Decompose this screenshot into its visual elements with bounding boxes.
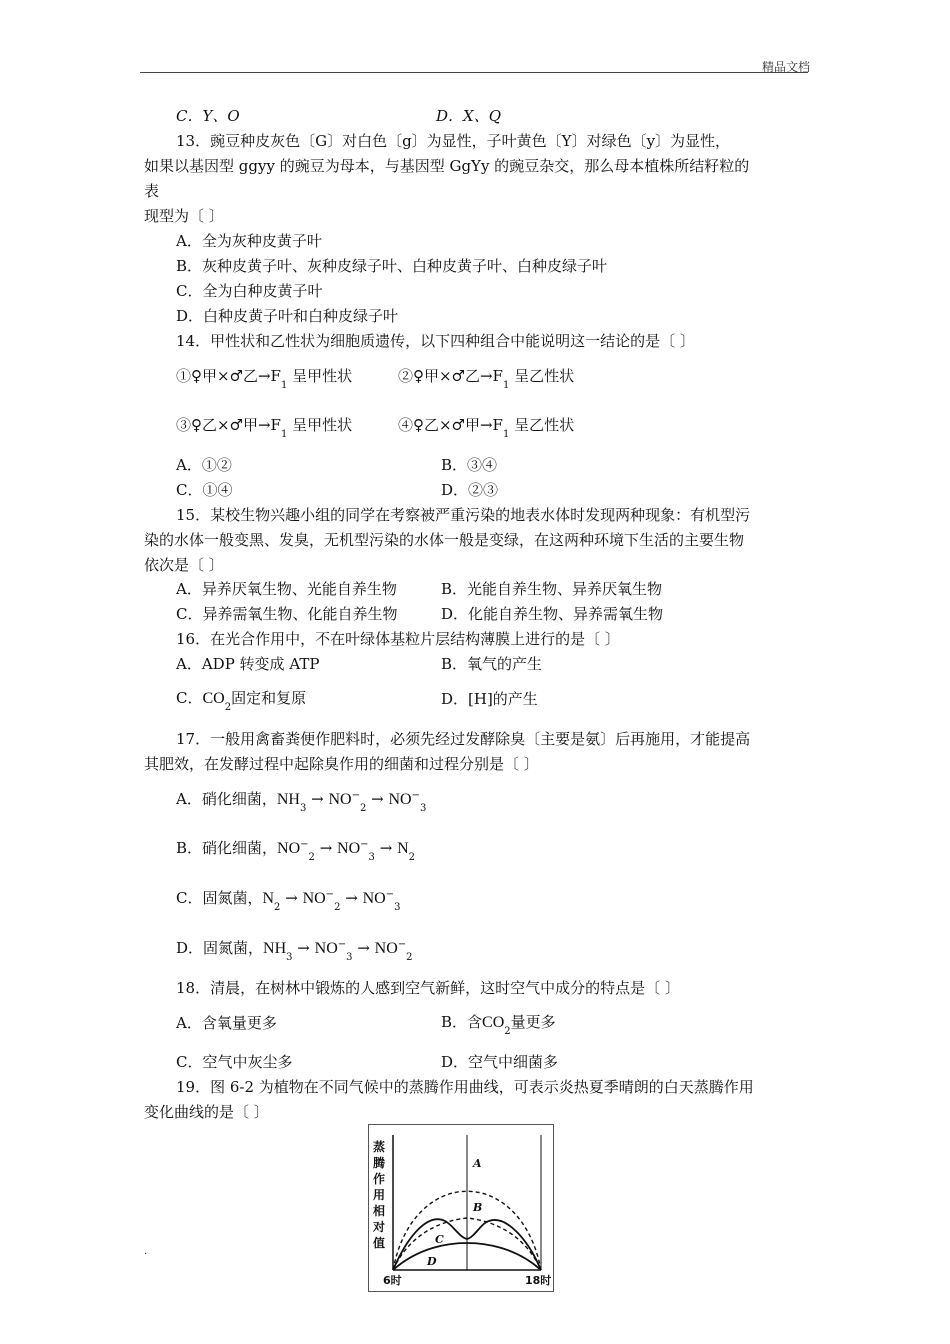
q14-combo-1-sub: 1 — [280, 380, 288, 391]
q16-option-a: A．ADP 转变成 ATP — [176, 655, 320, 673]
n-formula: N — [262, 890, 275, 907]
q15-option-c: C．异养需氧生物、化能自养生物 — [176, 605, 398, 623]
arrow: → — [285, 889, 298, 907]
q18-option-d: D．空气中细菌多 — [441, 1053, 559, 1071]
q14-combo-2-result: 呈乙性状 — [514, 367, 575, 385]
q14-combo-3-result: 呈甲性状 — [292, 416, 353, 434]
q13-stem-line4: 现型为〔 〕 — [144, 207, 224, 225]
q19-stem-line1: 19．图 6-2 为植物在不同气候中的蒸腾作用曲线，可表示炎热夏季晴朗的白天蒸腾作用 — [176, 1078, 754, 1096]
curve-label-a: A — [473, 1157, 482, 1170]
sub-3: 3 — [299, 803, 307, 814]
q14-option-a: A．①② — [176, 456, 232, 474]
q13-option-a: A．全为灰种皮黄子叶 — [176, 232, 322, 250]
sub-2: 2 — [274, 902, 281, 913]
q17-option-b-label: B．硝化细菌， — [176, 839, 278, 857]
q15-stem-line2: 染的水体一般变黑、发臭，无机型污染的水体一般是变绿，在这两种环境下生活的主要生物 — [144, 531, 745, 549]
q14-combo-1-text: ①♀甲×♂乙→F — [176, 367, 281, 385]
sub-3: 3 — [286, 952, 293, 963]
no-formula: NO — [328, 791, 352, 808]
arrow: → — [371, 790, 384, 808]
q15-option-a: A．异养厌氧生物、光能自养生物 — [176, 580, 397, 598]
q16-co-formula: CO — [202, 690, 225, 707]
q15-stem-line1: 15．某校生物兴趣小组的同学在考察被严重污染的地表水体时发现两种现象：有机型污 — [176, 506, 751, 524]
q15-stem-line3: 依次是〔 〕 — [144, 556, 224, 574]
q17-option-d — [176, 938, 413, 961]
q18-stem: 18．清晨，在树林中锻炼的人感到空气新鲜，这时空气中成分的特点是〔 〕 — [176, 979, 680, 997]
minus-sign: − — [397, 939, 407, 950]
x-label-end: 18时 — [525, 1274, 552, 1287]
q14-combo-2 — [398, 366, 574, 389]
minus-sign: − — [337, 939, 347, 950]
q16-option-b: B．氧气的产生 — [441, 655, 543, 673]
nh-formula: NH — [263, 940, 287, 957]
q16-option-c — [176, 688, 306, 711]
no-formula: NO — [374, 940, 398, 957]
minus-sign: − — [300, 839, 309, 850]
no-formula: NO — [302, 890, 326, 907]
ylabel-char: 腾 — [373, 1156, 386, 1170]
arrow: → — [357, 939, 370, 957]
q15-option-b: B．光能自养生物、异养厌氧生物 — [441, 580, 663, 598]
q17-option-a — [176, 789, 426, 812]
curve-label-d: D — [427, 1255, 437, 1268]
q16-stem: 16．在光合作用中，不在叶绿体基粒片层结构薄膜上进行的是〔 〕 — [176, 630, 620, 648]
q13-option-b: B．灰种皮黄子叶、灰种皮绿子叶、白种皮黄子叶、白种皮绿子叶 — [176, 257, 608, 275]
q17-stem-line1: 17．一般用禽畜粪便作肥料时，必须先经过发酵除臭〔主要是氨〕后再施用，才能提高 — [176, 730, 751, 748]
transpiration-figure — [368, 1124, 554, 1292]
ylabel-char: 值 — [373, 1236, 386, 1250]
q18-option-a: A．含氧量更多 — [176, 1014, 277, 1032]
q18-option-b-label: B．含 — [441, 1013, 483, 1031]
page-header: 精品文档 — [761, 60, 810, 74]
nh-formula: NH — [276, 791, 300, 808]
q18-option-c: C．空气中灰尘多 — [176, 1053, 293, 1071]
q18-co-formula: CO — [482, 1014, 505, 1031]
no-formula: NO — [388, 791, 412, 808]
ylabel-char: 蒸 — [373, 1140, 386, 1154]
q16-co-sub: 2 — [224, 702, 232, 713]
minus-sign: − — [351, 790, 360, 801]
q14-option-b: B．③④ — [441, 456, 498, 474]
q19-stem-line2: 变化曲线的是〔 〕 — [144, 1103, 269, 1121]
q14-combo-1 — [176, 366, 352, 389]
sub-3: 3 — [346, 952, 353, 963]
q17-option-d-label: D．固氮菌， — [176, 939, 264, 957]
ylabel-char: 作 — [373, 1172, 386, 1186]
q18-option-b — [441, 1012, 556, 1035]
q14-combo-2-sub: 1 — [502, 380, 510, 391]
sub-2: 2 — [308, 852, 315, 863]
sub-2: 2 — [408, 852, 415, 863]
x-label-start: 6时 — [383, 1274, 402, 1287]
q14-combo-3-sub: 1 — [280, 429, 288, 440]
ylabel-char: 相 — [373, 1204, 386, 1218]
q14-combo-3 — [176, 415, 352, 438]
ylabel-char: 用 — [373, 1188, 386, 1202]
q17-option-b — [176, 838, 415, 861]
ylabel-char: 对 — [373, 1220, 386, 1234]
q14-combo-4-result: 呈乙性状 — [514, 416, 575, 434]
q17-option-c — [176, 888, 400, 911]
q13-stem-line3: 表 — [144, 182, 160, 200]
q14-combo-4-sub: 1 — [502, 429, 510, 440]
q14-option-c: C．①④ — [176, 481, 233, 499]
q14-combo-1-result: 呈甲性状 — [292, 367, 353, 385]
q15-option-d: D．化能自养生物、异养需氧生物 — [441, 605, 664, 623]
no-formula: NO — [277, 840, 301, 857]
arrow: → — [311, 790, 324, 808]
q13-option-c: C．全为白种皮黄子叶 — [176, 282, 323, 300]
sub-2: 2 — [359, 803, 367, 814]
curve-label-b: B — [473, 1201, 483, 1214]
no-formula: NO — [337, 840, 361, 857]
q16-option-c-label: C． — [176, 689, 203, 707]
q14-combo-4 — [398, 415, 574, 438]
q14-combo-2-text: ②♀甲×♂乙→F — [398, 367, 503, 385]
q14-combo-4-text: ④♀乙×♂甲→F — [398, 416, 503, 434]
no-formula: NO — [314, 940, 338, 957]
arrow: → — [319, 839, 333, 857]
minus-sign: − — [325, 889, 335, 900]
q18-option-b-text: 量更多 — [510, 1013, 556, 1031]
n-formula: N — [397, 840, 409, 857]
no-formula: NO — [362, 890, 386, 907]
q17-option-c-label: C．固氮菌， — [176, 889, 263, 907]
sub-2: 2 — [406, 952, 413, 963]
q14-option-d: D．②③ — [441, 481, 499, 499]
q17-stem-line2: 其肥效，在发酵过程中起除臭作用的细菌和过程分别是〔 〕 — [144, 755, 539, 773]
arrow: → — [345, 889, 358, 907]
q12-option-d: D．X、Q — [436, 107, 502, 125]
q16-option-c-text: 固定和复原 — [231, 689, 307, 707]
footer-dot: . — [144, 1246, 148, 1257]
q12-option-c: C．Y、O — [176, 107, 240, 125]
q13-stem-line2: 如果以基因型 ggyy 的豌豆为母本，与基因型 GgYy 的豌豆杂交，那么母本植株所结籽粒的 — [144, 157, 750, 175]
sub-3: 3 — [368, 852, 375, 863]
sub-3: 3 — [419, 803, 427, 814]
sub-3: 3 — [394, 902, 401, 913]
transpiration-chart — [369, 1125, 553, 1291]
q13-stem-line1: 13．豌豆种皮灰色〔G〕对白色〔g〕为显性，子叶黄色〔Y〕对绿色〔y〕为显性， — [176, 132, 731, 150]
q16-option-d: D．[H]的产生 — [441, 690, 538, 708]
minus-sign: − — [385, 889, 395, 900]
arrow: → — [297, 939, 310, 957]
arrow: → — [379, 839, 393, 857]
q18-co-sub: 2 — [504, 1026, 511, 1037]
curve-label-c: C — [435, 1233, 444, 1246]
sub-2: 2 — [334, 902, 341, 913]
q14-stem: 14．甲性状和乙性状为细胞质遗传，以下四种组合中能说明这一结论的是〔 〕 — [176, 332, 695, 350]
q13-option-d: D．白种皮黄子叶和白种皮绿子叶 — [176, 307, 399, 325]
q17-option-a-label: A．硝化细菌， — [176, 790, 277, 808]
q14-combo-3-text: ③♀乙×♂甲→F — [176, 416, 281, 434]
minus-sign: − — [411, 790, 420, 801]
minus-sign: − — [360, 839, 369, 850]
header-rule — [140, 72, 808, 73]
